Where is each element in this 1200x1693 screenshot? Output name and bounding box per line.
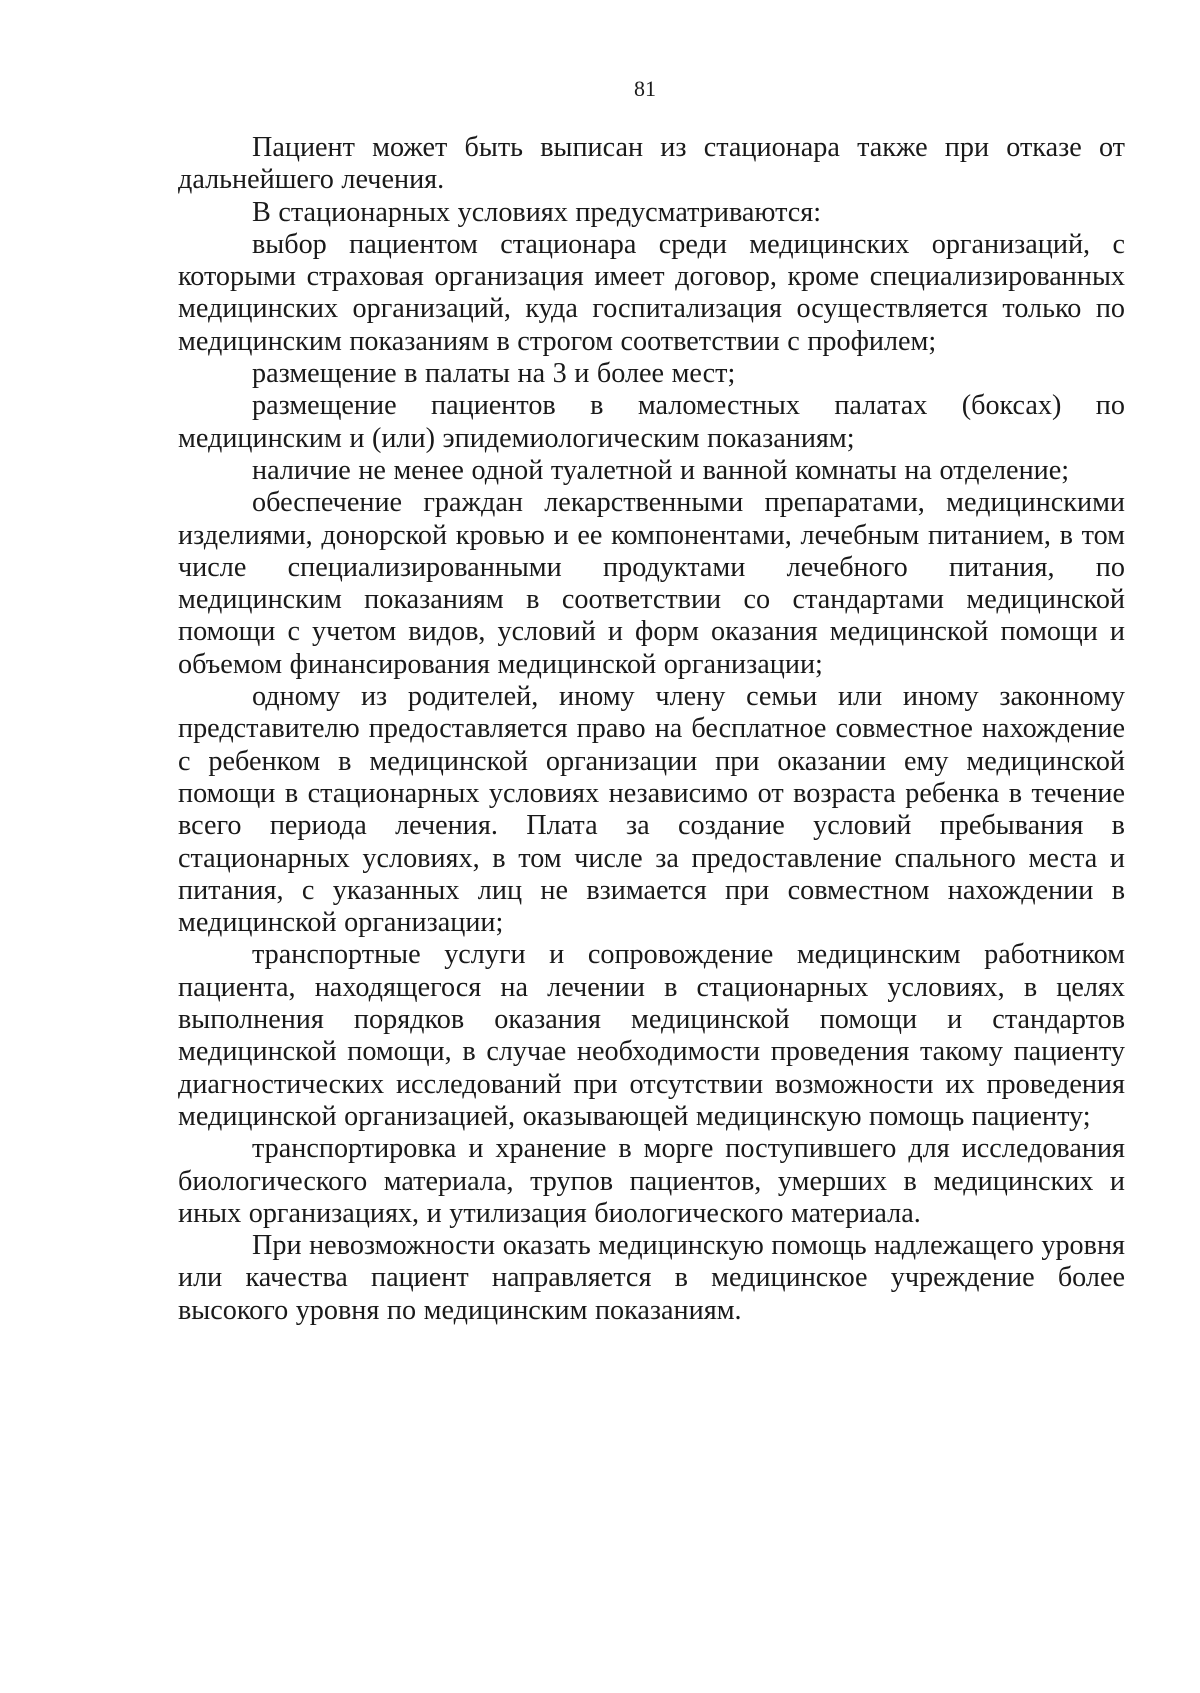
paragraph: размещение пациентов в маломестных палатах (боксах) по медицинским и (или) эпидемиологическим показаниям; [178,390,1125,454]
paragraph: транспортные услуги и сопровождение медицинским работником пациента, находящегося на лечении в стационарных условиях, в целях выполнения порядков оказания медицинской помощи и стандартов медицинской помощи, в случае необходимости проведения такому пациенту диагностических исследований при отсутствии возможности их проведения медицинской организацией, оказывающей медицинскую помощь пациенту; [178,939,1125,1132]
paragraph: При невозможности оказать медицинскую помощь надлежащего уровня или качества пациент направляется в медицинское учреждение более высокого уровня по медицинским показаниям. [178,1230,1125,1326]
paragraph: транспортировка и хранение в морге поступившего для исследования биологического материала, трупов пациентов, умерших в медицинских и иных организациях, и утилизация биологического материала. [178,1133,1125,1229]
paragraph: наличие не менее одной туалетной и ванной комнаты на отделение; [252,454,1070,486]
paragraph: Пациент может быть выписан из стационара также при отказе от дальнейшего лечения. [178,132,1125,196]
paragraph: В стационарных условиях предусматриваются: [252,196,822,228]
paragraph: выбор пациентом стационара среди медицинских организаций, с которыми страховая организация имеет договор, кроме специализированных медицинских организаций, куда госпитализация осуществляется только по медицинским показаниям в строгом соответствии с профилем; [178,228,1125,357]
paragraph: одному из родителей, иному члену семьи или иному законному представителю предоставляется право на бесплатное совместное нахождение с ребенком в медицинской организации при оказании ему медицинской помощи в стационарных условиях независимо от возраста ребенка в течение всего периода лечения. Плата за создание условий пребывания в стационарных условиях, в том числе за предоставление спального места и питания, с указанных лиц не взимается при совместном нахождении в медицинской организации; [178,681,1125,939]
paragraph: обеспечение граждан лекарственными препаратами, медицинскими изделиями, донорской кровью и ее компонентами, лечебным питанием, в том числе специализированными продуктами лечебного питания, по медицинским показаниям в соответствии со стандартами медицинской помощи с учетом видов, условий и форм оказания медицинской помощи и объемом финансирования медицинской организации; [178,487,1125,680]
paragraph: размещение в палаты на 3 и более мест; [252,358,736,390]
page-number: 81 [634,76,656,101]
document-body [178,132,1125,1327]
